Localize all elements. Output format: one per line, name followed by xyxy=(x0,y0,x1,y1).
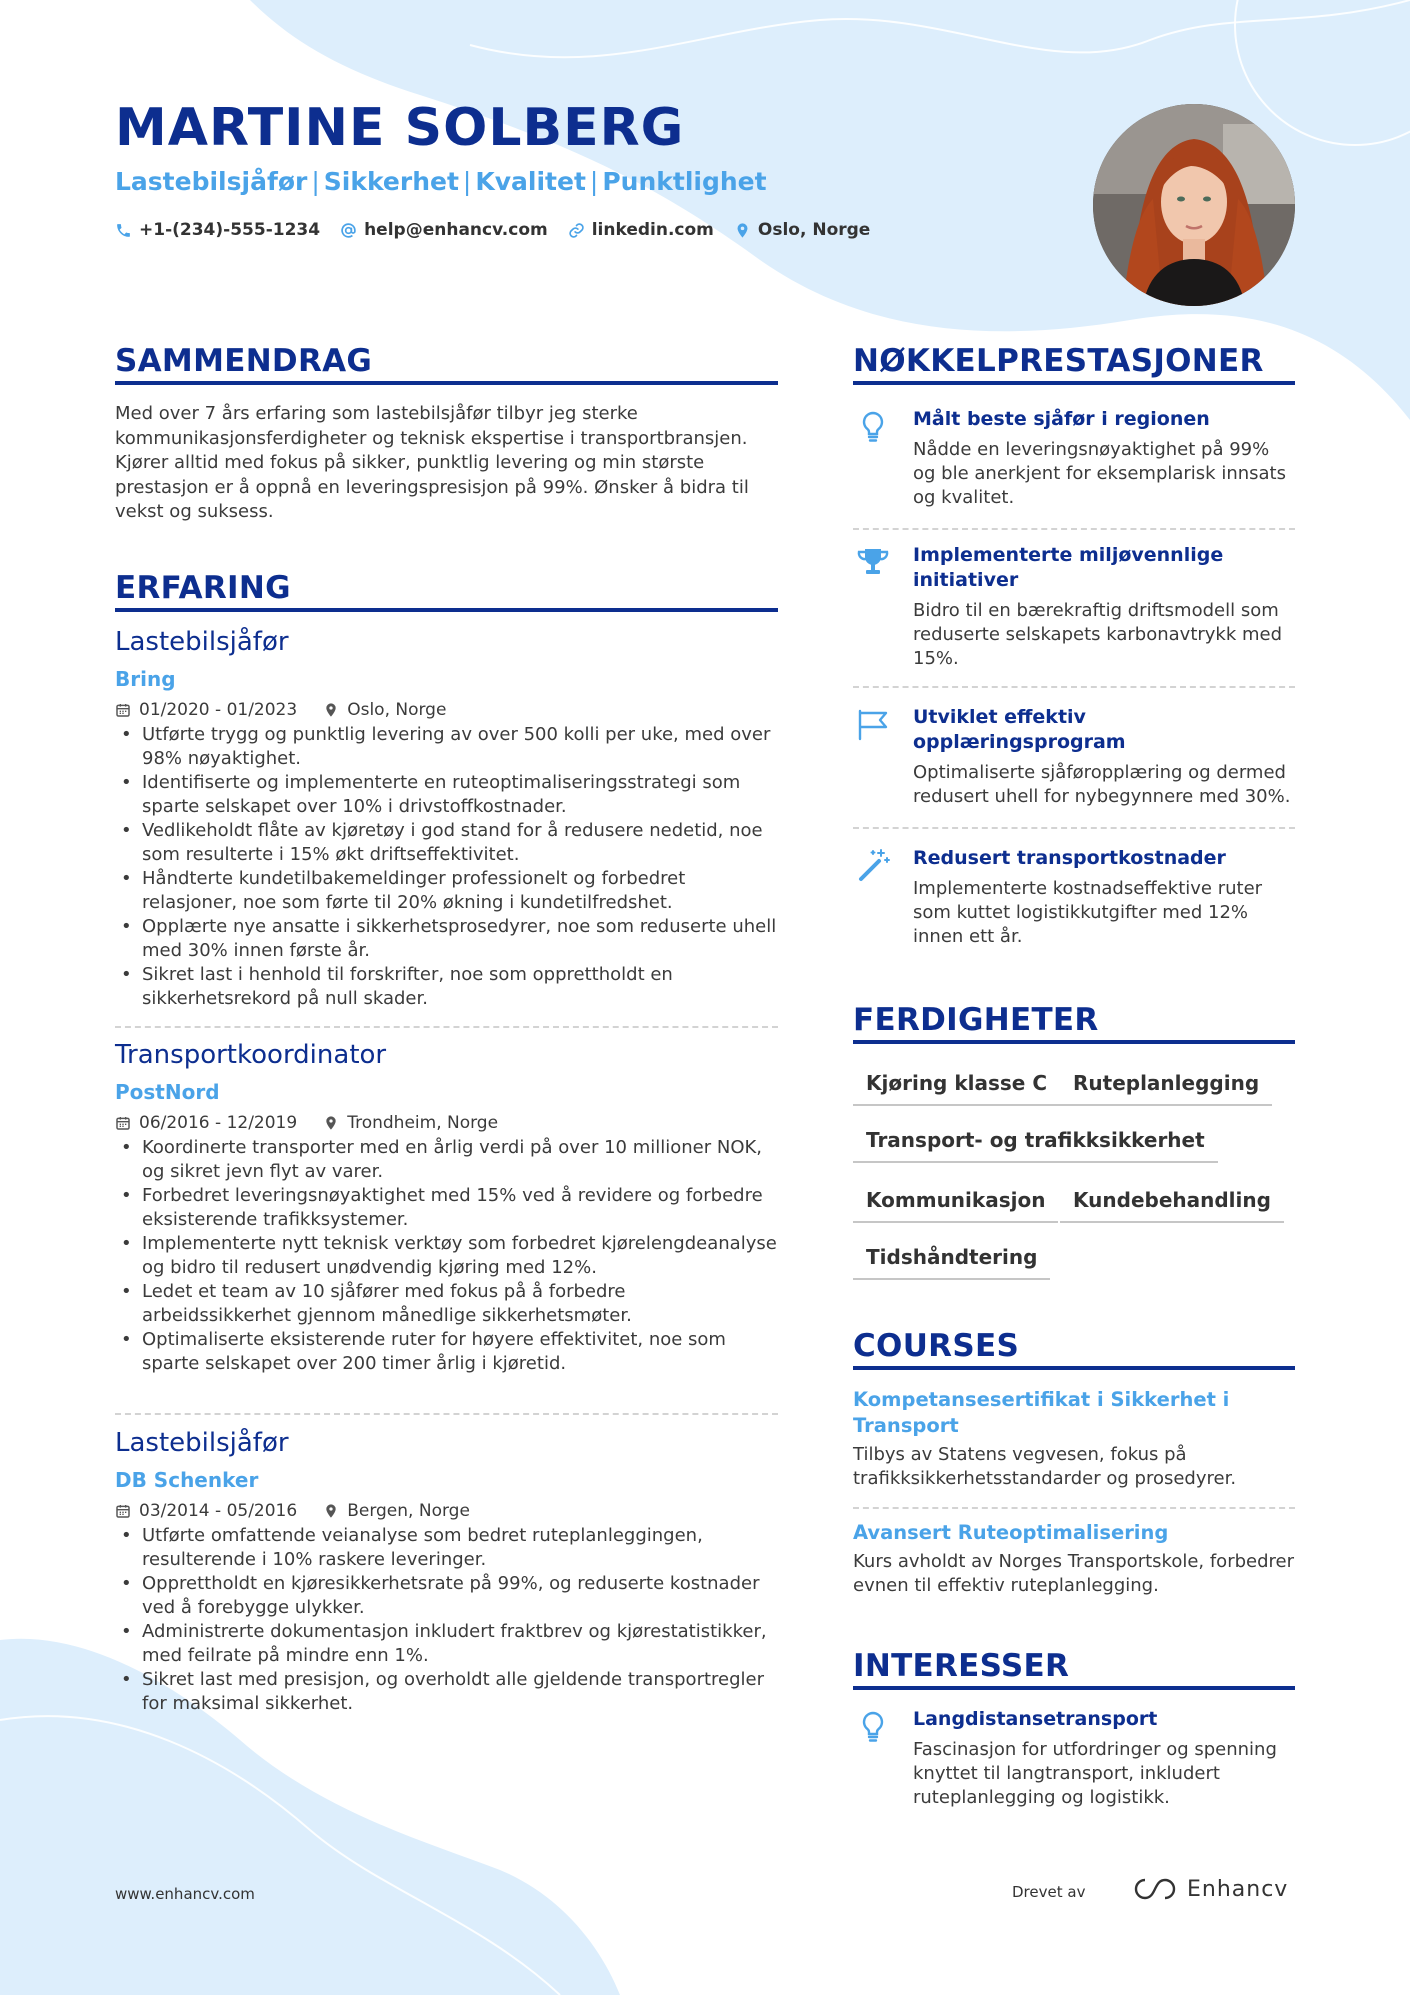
job-location-text: Bergen, Norge xyxy=(347,1501,470,1521)
enhancv-logo-icon xyxy=(1131,1876,1179,1902)
at-icon xyxy=(340,222,357,239)
job-dates-text: 03/2014 - 05/2016 xyxy=(139,1501,298,1521)
bullet-item: • Forbedret leveringsnøyaktighet med 15% ved å revidere og forbedre eksisterende trafikksystemer. xyxy=(115,1184,778,1232)
job-dates-text: 01/2020 - 01/2023 xyxy=(139,700,298,720)
job-location xyxy=(323,700,446,720)
bullet-item: • Utførte omfattende veianalyse som bedret ruteplanleggingen, resulterende i 10% raskere leveringer. xyxy=(115,1524,778,1572)
contact-linkedin[interactable] xyxy=(568,220,714,240)
bullet-item: • Sikret last med presisjon, og overholdt alle gjeldende transportregler for maksimal sikkerhet. xyxy=(115,1668,778,1716)
job-location-text: Trondheim, Norge xyxy=(347,1113,499,1133)
bullet-item: • Koordinerte transporter med en årlig verdi på over 10 millioner NOK, og sikret jevn flyt av varer. xyxy=(115,1136,778,1184)
divider xyxy=(853,528,1295,530)
achievement-desc: Bidro til en bærekraftig driftsmodell som reduserte selskapets karbonavtrykk med 15%. xyxy=(913,600,1283,669)
achievement-item xyxy=(853,543,1295,671)
tagline xyxy=(115,167,767,196)
job-dates xyxy=(115,1113,297,1133)
bullet-item: • Opplærte nye ansatte i sikkerhetsprosedyrer, noe som reduserte uhell med 30% innen første år. xyxy=(115,915,778,963)
achievement-item xyxy=(853,705,1295,809)
link-icon xyxy=(568,222,585,239)
achievement-desc: Implementerte kostnadseffektive ruter som kuttet logistikkutgifter med 12% innen ett år. xyxy=(913,878,1263,947)
email-text: help@enhancv.com xyxy=(364,220,548,240)
divider xyxy=(853,686,1295,688)
bullet-item: • Sikret last i henhold til forskrifter, noe som opprettholdt en sikkerhetsrekord på null skader. xyxy=(115,963,778,1011)
skill-tag: Kjøring klasse C xyxy=(853,1071,1060,1106)
calendar-icon xyxy=(115,1503,131,1519)
tagline-item: Sikkerhet xyxy=(323,167,459,196)
interest-title: Langdistansetransport xyxy=(913,1708,1158,1730)
job-dates xyxy=(115,700,297,720)
job-location xyxy=(323,1113,498,1133)
job-entry xyxy=(115,1428,778,1716)
bullet-item: • Optimaliserte eksisterende ruter for høyere effektivitet, noe som sparte selskapet over 200 timer årlig i kjøretid. xyxy=(115,1328,778,1376)
achievement-title: Utviklet effektiv opplæringsprogram xyxy=(913,706,1126,753)
company-name: Bring xyxy=(115,667,176,691)
contact-email[interactable] xyxy=(340,220,548,240)
course-item xyxy=(853,1387,1295,1491)
skill-tag: Transport- og trafikksikkerhet xyxy=(853,1128,1218,1163)
tagline-item: Punktlighet xyxy=(602,167,767,196)
location-text: Oslo, Norge xyxy=(757,220,871,240)
magic-wand-icon xyxy=(853,846,893,886)
skill-tag: Kundebehandling xyxy=(1060,1188,1284,1223)
location-pin-icon xyxy=(734,222,751,239)
trophy-icon xyxy=(853,543,893,583)
bullet-item: • Implementerte nytt teknisk verktøy som forbedret kjørelengdeanalyse og bidro til redusert unødvendig kjøring med 12%. xyxy=(115,1232,778,1280)
interests-heading: INTERESSER xyxy=(853,1648,1295,1690)
job-meta xyxy=(115,700,778,720)
tagline-item: Kvalitet xyxy=(475,167,586,196)
job-location xyxy=(323,1501,470,1521)
job-title: Transportkoordinator xyxy=(115,1040,387,1070)
achievement-desc: Nådde en leveringsnøyaktighet på 99% og ble anerkjent for eksemplarisk innsats og kvalitet. xyxy=(913,439,1286,508)
divider xyxy=(853,1507,1295,1509)
location-pin-icon xyxy=(323,1115,339,1131)
location-pin-icon xyxy=(323,1503,339,1519)
bullet-item: • Ledet et team av 10 sjåfører med fokus på å forbedre arbeidssikkerhet gjennom månedlige sikkerhetsmøter. xyxy=(115,1280,778,1328)
tagline-item: Lastebilsjåfør xyxy=(115,167,308,196)
bullet-item: • Utførte trygg og punktlig levering av over 500 kolli per uke, med over 98% nøyaktighet. xyxy=(115,723,778,771)
location-pin-icon xyxy=(323,702,339,718)
footer-powered-by: Drevet av xyxy=(1012,1883,1086,1901)
avatar xyxy=(1093,104,1295,306)
bullet-item: • Håndterte kundetilbakemeldinger professionelt og forbedret relasjoner, noe som førte til 20% økning i kundetilfredshet. xyxy=(115,867,778,915)
footer-url[interactable]: www.enhancv.com xyxy=(115,1885,255,1903)
skill-tag: Tidshåndtering xyxy=(853,1245,1050,1280)
job-dates-text: 06/2016 - 12/2019 xyxy=(139,1113,298,1133)
calendar-icon xyxy=(115,1115,131,1131)
divider xyxy=(853,827,1295,829)
tagline-separator: | xyxy=(589,167,599,196)
calendar-icon xyxy=(115,702,131,718)
job-bullets xyxy=(115,723,778,1011)
divider xyxy=(115,1413,778,1415)
enhancv-logo-text: Enhancv xyxy=(1187,1876,1289,1902)
bullet-item: • Identifiserte og implementerte en ruteoptimaliseringsstrategi som sparte selskapet over 10% i drivstoffkostnader. xyxy=(115,771,778,819)
achievement-item xyxy=(853,846,1295,949)
interest-desc: Fascinasjon for utfordringer og spenning knyttet til langtransport, inkludert ruteplanlegging og logistikk. xyxy=(913,1739,1277,1808)
skills-heading: FERDIGHETER xyxy=(853,1002,1295,1044)
courses-heading: COURSES xyxy=(853,1328,1295,1370)
tagline-separator: | xyxy=(311,167,320,196)
interest-item xyxy=(853,1707,1295,1810)
company-name: DB Schenker xyxy=(115,1468,259,1492)
job-bullets xyxy=(115,1524,778,1716)
phone-icon xyxy=(115,222,132,239)
job-bullets xyxy=(115,1136,778,1376)
achievements-heading: NØKKELPRESTASJONER xyxy=(853,343,1295,385)
achievement-title: Redusert transportkostnader xyxy=(913,847,1226,869)
experience-heading: ERFARING xyxy=(115,570,778,612)
bullet-item: • Administrerte dokumentasjon inkludert fraktbrev og kjørestatistikker, med feilrate på mindre enn 1%. xyxy=(115,1620,778,1668)
contact-info xyxy=(115,220,870,240)
job-location-text: Oslo, Norge xyxy=(347,700,447,720)
tagline-separator: | xyxy=(462,167,472,196)
job-meta xyxy=(115,1501,778,1521)
achievement-title: Målt beste sjåfør i regionen xyxy=(913,408,1210,430)
course-desc: Kurs avholdt av Norges Transportskole, forbedrer evnen til effektiv ruteplanlegging. xyxy=(853,1551,1294,1596)
skill-tag: Ruteplanlegging xyxy=(1060,1071,1272,1106)
course-title: Kompetansesertifikat i Sikkerhet i Transport xyxy=(853,1388,1230,1437)
job-title: Lastebilsjåfør xyxy=(115,1428,289,1458)
course-item xyxy=(853,1520,1295,1598)
summary-heading: SAMMENDRAG xyxy=(115,343,778,385)
achievement-item xyxy=(853,407,1295,510)
contact-phone[interactable] xyxy=(115,220,320,240)
job-title: Lastebilsjåfør xyxy=(115,627,289,657)
skill-tag: Kommunikasjon xyxy=(853,1188,1058,1223)
flag-icon xyxy=(853,705,893,745)
lightbulb-icon xyxy=(853,1707,893,1747)
job-entry xyxy=(115,1040,778,1376)
summary-text: Med over 7 års erfaring som lastebilsjåfør tilbyr jeg sterke kommunikasjonsferdigheter og teknisk ekspertise i transportbransjen. Kjører alltid med fokus på sikker, punktlig levering og min største prestasjon er å oppnå en leveringspresisjon på 99%. Ønsker å bidra til vekst og suksess. xyxy=(115,403,749,522)
lightbulb-icon xyxy=(853,407,893,447)
achievement-title: Implementerte miljøvennlige initiativer xyxy=(913,544,1224,591)
job-dates xyxy=(115,1501,297,1521)
phone-text: +1-(234)-555-1234 xyxy=(139,220,321,240)
job-entry xyxy=(115,627,778,1011)
divider xyxy=(115,1026,778,1028)
achievement-desc: Optimaliserte sjåføropplæring og dermed redusert uhell for nybegynnere med 30%. xyxy=(913,762,1291,807)
job-meta xyxy=(115,1113,778,1133)
enhancv-logo[interactable] xyxy=(1131,1876,1288,1902)
course-desc: Tilbys av Statens vegvesen, fokus på trafikksikkerhetsstandarder og prosedyrer. xyxy=(853,1444,1237,1489)
bullet-item: • Opprettholdt en kjøresikkerhetsrate på 99%, og reduserte kostnader ved å forebygge ulykker. xyxy=(115,1572,778,1620)
contact-location xyxy=(734,220,870,240)
linkedin-text: linkedin.com xyxy=(591,220,714,240)
course-title: Avansert Ruteoptimalisering xyxy=(853,1521,1169,1544)
company-name: PostNord xyxy=(115,1080,220,1104)
candidate-name: MARTINE SOLBERG xyxy=(115,98,685,158)
bullet-item: • Vedlikeholdt flåte av kjøretøy i god stand for å redusere nedetid, noe som resulterte i 15% økt driftseffektivitet. xyxy=(115,819,778,867)
